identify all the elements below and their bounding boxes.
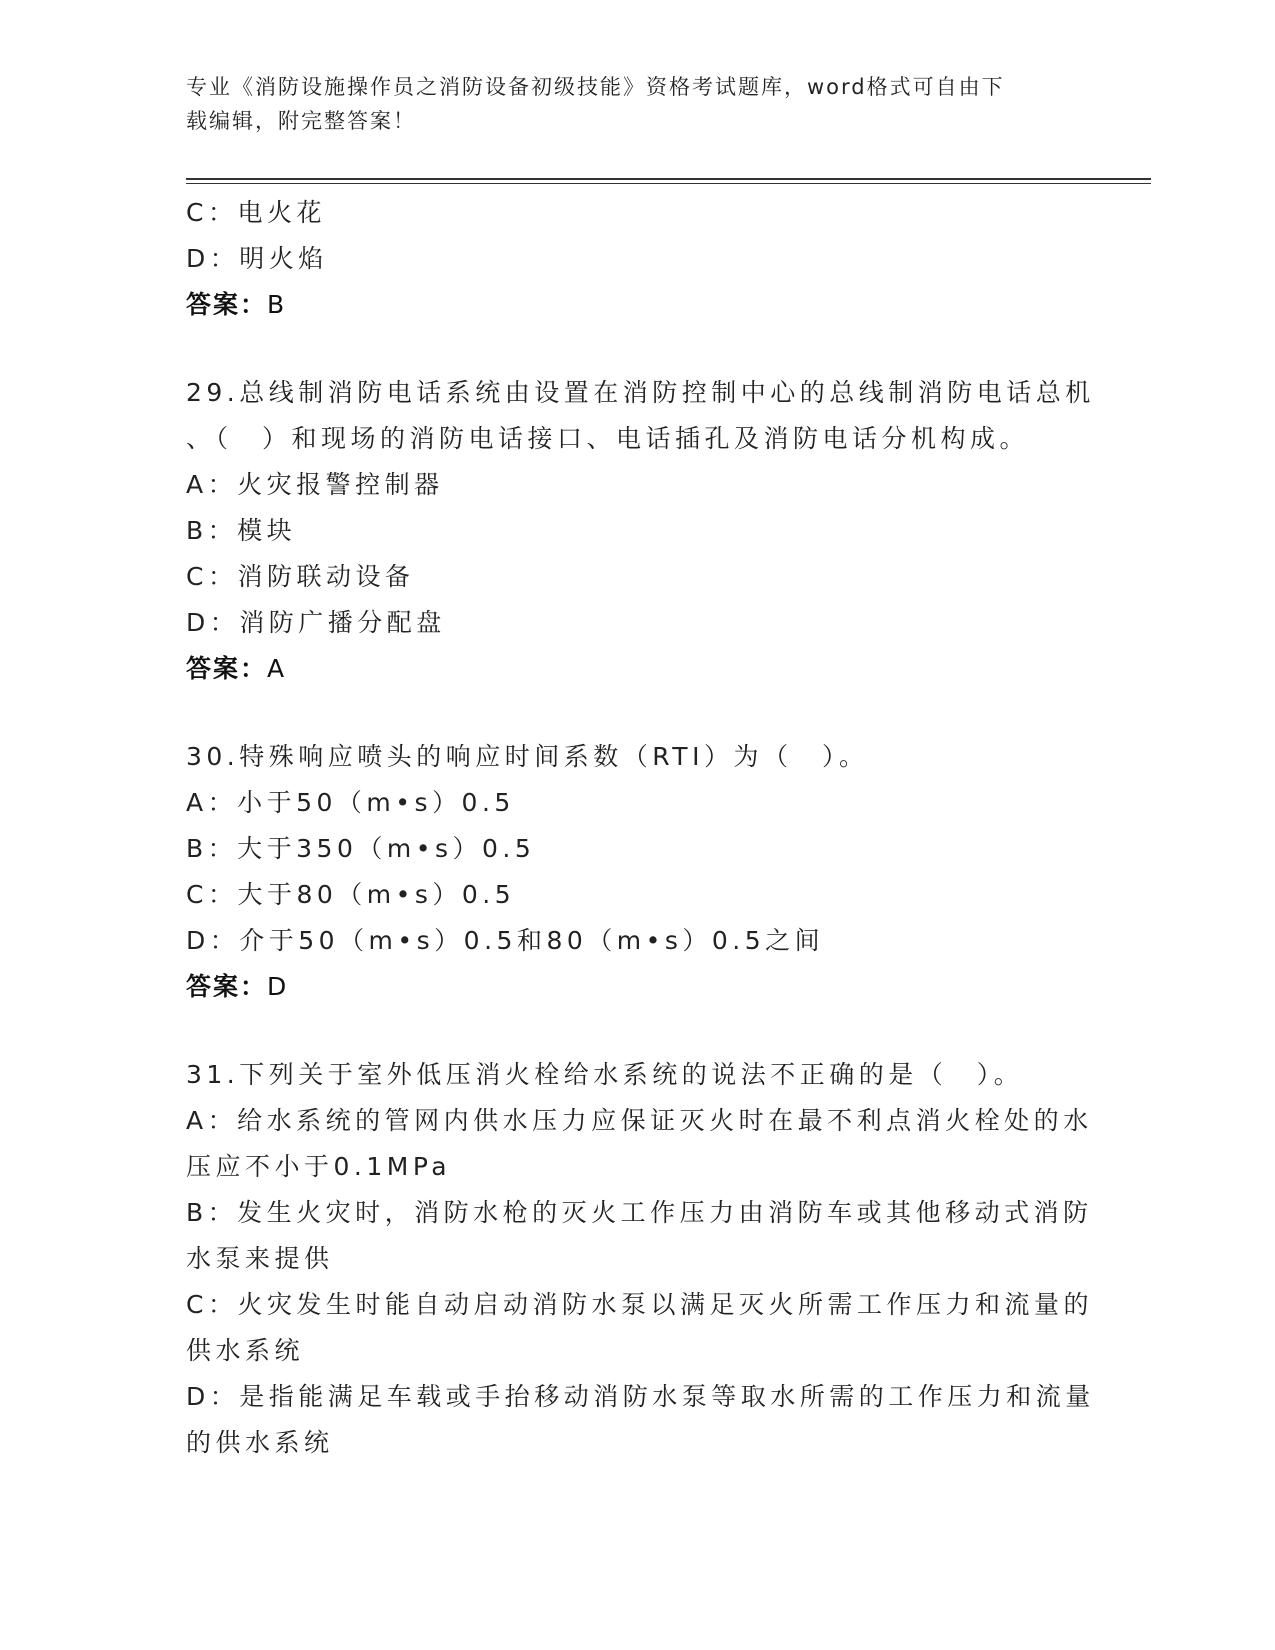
question-29 — [186, 370, 1095, 692]
answer-label: 答案： — [186, 290, 268, 319]
option-d: D：介于50（m•s）0.5和80（m•s）0.5之间 — [186, 926, 825, 955]
option-b: B：大于350（m•s）0.5 — [186, 834, 536, 863]
question-stem-line-1: 31.下列关于室外低压消火栓给水系统的说法不正确的是（ ）。 — [186, 1060, 1024, 1089]
answer-line — [186, 964, 1086, 1010]
header-divider-thick — [186, 178, 1151, 180]
question-28-continued — [186, 190, 1086, 328]
option-c: C：消防联动设备 — [186, 562, 415, 591]
question-31 — [186, 1052, 1095, 1466]
option-a: A：火灾报警控制器 — [186, 470, 444, 499]
question-stem-line-2: 、（ ）和现场的消防电话接口、电话插孔及消防电话分机构成。 — [186, 424, 1030, 453]
option-c-line-2: 供水系统 — [186, 1336, 305, 1365]
option-b-line-1: B：发生火灾时，消防水枪的灭火工作压力由消防车或其他移动式消防 — [186, 1198, 1093, 1227]
question-stem-line-1: 30.特殊响应喷头的响应时间系数（RTI）为（ ）。 — [186, 742, 869, 771]
option-c: C：电火花 — [186, 198, 326, 227]
answer-line — [186, 646, 1086, 692]
option-b-line-2: 水泵来提供 — [186, 1244, 334, 1273]
option-b: B：模块 — [186, 516, 297, 545]
header-line-1: 专业《消防设施操作员之消防设备初级技能》资格考试题库，word格式可自由下 — [186, 75, 1005, 99]
document-header — [186, 70, 1066, 138]
option-d-line-1: D：是指能满足车载或手抬移动消防水泵等取水所需的工作压力和流量 — [186, 1382, 1095, 1411]
option-d: D：消防广播分配盘 — [186, 608, 446, 637]
answer-value: B — [267, 290, 287, 319]
answer-label: 答案： — [186, 972, 268, 1001]
question-30 — [186, 734, 1086, 1010]
option-c: C：大于80（m•s）0.5 — [186, 880, 516, 909]
answer-line — [186, 282, 1086, 328]
option-c-line-1: C：火灾发生时能自动启动消防水泵以满足灭火所需工作压力和流量的 — [186, 1290, 1093, 1319]
question-stem-line-1: 29.总线制消防电话系统由设置在消防控制中心的总线制消防电话总机 — [186, 378, 1095, 407]
option-d: D：明火焰 — [186, 244, 328, 273]
option-a-line-1: A：给水系统的管网内供水压力应保证灭火时在最不利点消火栓处的水 — [186, 1106, 1093, 1135]
question-list — [186, 190, 1095, 1466]
answer-value: D — [267, 972, 289, 1001]
option-d-line-2: 的供水系统 — [186, 1428, 334, 1457]
option-a-line-2: 压应不小于0.1MPa — [186, 1152, 452, 1181]
header-line-2: 载编辑，附完整答案！ — [186, 109, 416, 133]
header-divider-thin — [186, 183, 1151, 184]
answer-value: A — [267, 654, 287, 683]
option-a: A：小于50（m•s）0.5 — [186, 788, 515, 817]
answer-label: 答案： — [186, 654, 268, 683]
